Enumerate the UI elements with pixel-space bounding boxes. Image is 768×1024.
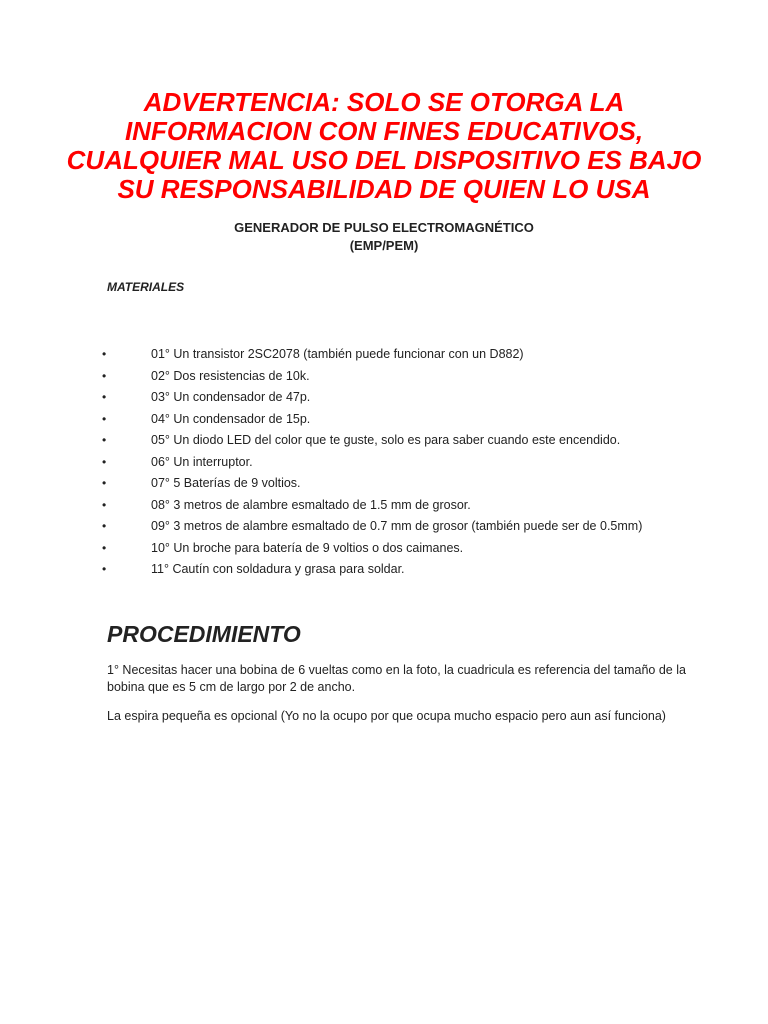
document-title (60, 219, 708, 255)
list-item (100, 388, 720, 410)
list-item-text: 11° Cautín con soldadura y grasa para soldar. (151, 562, 405, 576)
bullet-icon: • (102, 411, 107, 426)
list-item-text: 06° Un interruptor. (151, 454, 253, 469)
list-item (100, 345, 720, 367)
list-item-text: 05° Un diodo LED del color que te guste, solo es para saber cuando este encendido. (151, 433, 621, 447)
materials-list (100, 345, 720, 582)
procedure-paragraph-1: 1° Necesitas hacer una bobina de 6 vueltas como en la foto, la cuadricula es referencia del tamaño de la bobina que es 5 cm de largo por 2 de ancho. (107, 663, 686, 694)
bullet-icon: • (102, 519, 107, 533)
title-line-2: (EMP/PEM) (349, 238, 419, 253)
list-item (100, 453, 720, 475)
bullet-icon: • (102, 497, 107, 512)
list-item (100, 560, 720, 582)
list-item-text: 04° Un condensador de 15p. (151, 411, 311, 426)
materials-heading: MATERIALES (107, 280, 185, 294)
warning-line: INFORMACION CON FINES EDUCATIVOS, (124, 116, 644, 146)
list-item-text: 07° 5 Baterías de 9 voltios. (151, 476, 301, 490)
list-item (100, 539, 720, 561)
procedure-heading: PROCEDIMIENTO (107, 621, 301, 647)
bullet-icon: • (102, 368, 107, 383)
warning-line: CUALQUIER MAL USO DEL DISPOSITIVO ES BAJO (66, 145, 702, 175)
list-item (100, 474, 720, 496)
title-line-1: GENERADOR DE PULSO ELECTROMAGNÉTICO (234, 220, 534, 235)
list-item (100, 517, 720, 539)
bullet-icon: • (102, 347, 107, 361)
bullet-icon: • (102, 476, 107, 490)
list-item-text: 02° Dos resistencias de 10k. (151, 368, 310, 383)
warning-line: ADVERTENCIA: SOLO SE OTORGA LA (143, 87, 625, 117)
bullet-icon: • (102, 562, 107, 576)
list-item-text: 01° Un transistor 2SC2078 (también puede funcionar con un D882) (151, 347, 524, 361)
procedure-paragraph-2: La espira pequeña es opcional (Yo no la ocupo por que ocupa mucho espacio pero aun así funciona) (107, 709, 666, 723)
bullet-icon: • (102, 390, 107, 404)
warning-heading (60, 88, 708, 204)
bullet-icon: • (102, 433, 107, 447)
list-item-text: 10° Un broche para batería de 9 voltios o dos caimanes. (151, 540, 464, 555)
list-item (100, 431, 720, 453)
bullet-icon: • (102, 454, 107, 469)
list-item (100, 367, 720, 389)
list-item-text: 03° Un condensador de 47p. (151, 390, 311, 404)
list-item (100, 410, 720, 432)
list-item-text: 08° 3 metros de alambre esmaltado de 1.5 mm de grosor. (151, 497, 471, 512)
list-item (100, 496, 720, 518)
warning-line: SU RESPONSABILIDAD DE QUIEN LO USA (117, 174, 651, 204)
bullet-icon: • (102, 540, 107, 555)
list-item-text: 09° 3 metros de alambre esmaltado de 0.7 mm de grosor (también puede ser de 0.5mm) (151, 519, 643, 533)
